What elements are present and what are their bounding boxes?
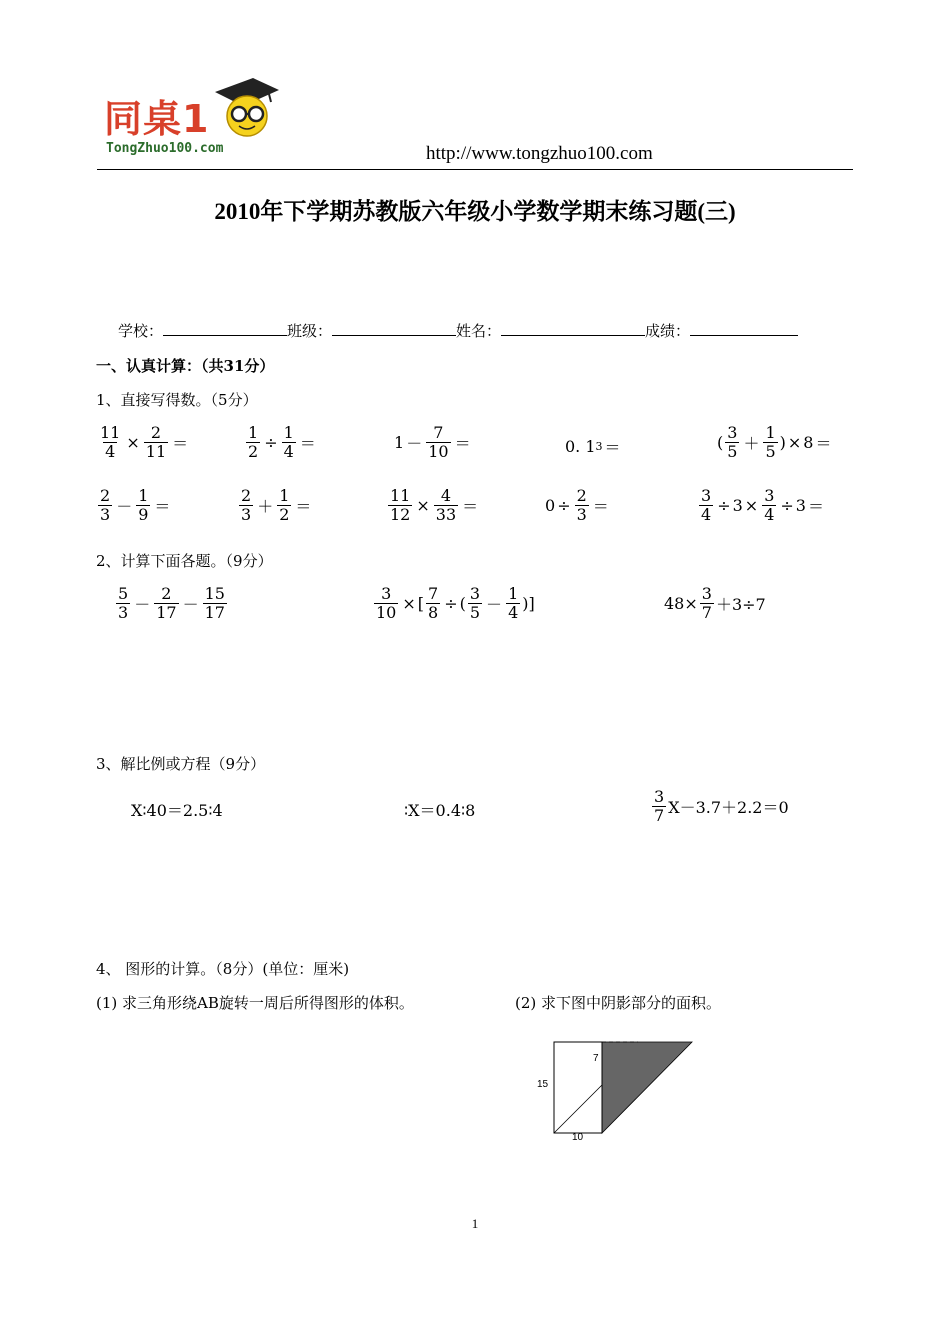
class-label: 班级： <box>287 322 333 340</box>
q1-label: 1、直接写得数。（5分） <box>96 391 258 409</box>
name-field[interactable] <box>501 321 645 336</box>
class-field[interactable] <box>332 321 456 336</box>
diagonal-line <box>554 1085 602 1133</box>
shaded-area-figure <box>520 1030 710 1150</box>
q1-expr-1: $\frac{11}{4}$ × $\frac{2}{11}$ ＝ <box>100 423 189 461</box>
school-field[interactable] <box>163 321 287 336</box>
q2-expr-2: $\frac{3}{10}$ × [ $\frac{7}{8}$ ÷ ( 3 5 － 1 4 ) ] <box>376 584 535 622</box>
logo-mascot-icon <box>205 72 285 142</box>
q4-part1: (1) 求三角形绕AB旋转一周后所得图形的体积。 <box>96 994 414 1012</box>
q1-expr-9: 0 ÷ $\frac{2}{3}$ ＝ <box>545 486 609 524</box>
q3-label: 3、解比例或方程（9分） <box>96 755 266 773</box>
page-number: 1 <box>471 1216 479 1231</box>
q2-label: 2、计算下面各题。（9分） <box>96 552 273 570</box>
school-label: 学校： <box>118 322 164 340</box>
label-7: 7 <box>593 1053 599 1064</box>
q2-expr-1: 5 3 － 2 17 － 15 17 <box>118 584 225 622</box>
section1-heading: 一、认真计算：（共31分） <box>96 357 275 375</box>
q1-expr-7: 2 3 ＋ 1 2 ＝ <box>241 486 312 524</box>
header-url[interactable]: http://www.tongzhuo100.com <box>426 143 653 164</box>
q1-expr-6: 2 3 － 1 9 ＝ <box>100 486 171 524</box>
label-10: 10 <box>572 1132 584 1143</box>
name-label: 姓名： <box>456 322 502 340</box>
logo-english: TongZhuo100.com <box>106 141 224 156</box>
q1-expr-8: $\frac{11}{12}$ × $\frac{4}{33}$ ＝ <box>390 486 479 524</box>
q1-expr-10: $\frac{3}{4}$ ÷ 3 × $\frac{3}{4}$ ÷ 3 ＝ <box>701 486 824 524</box>
q4-part2: (2) 求下图中阴影部分的面积。 <box>515 994 722 1012</box>
q2-expr-3: 48× $\frac{3}{7}$ ＋3÷7 <box>664 584 766 622</box>
q3-expr-3: 3 7 X－3.7＋2.2＝0 <box>654 787 789 825</box>
q1-expr-2: $\frac{1}{2}$ ÷ $\frac{1}{4}$ ＝ <box>248 423 316 461</box>
label-15: 15 <box>537 1079 549 1090</box>
header-rule <box>97 169 853 170</box>
score-field[interactable] <box>690 321 798 336</box>
q3-expr-1: X∶40＝2.5∶4 <box>131 801 223 820</box>
q1-expr-3: 1 － 7 10 ＝ <box>394 423 471 461</box>
info-line <box>118 320 798 341</box>
page-title: 2010年下学期苏教版六年级小学数学期末练习题(三) <box>214 199 736 224</box>
q4-label: 4、 图形的计算。（8分）(单位：厘米) <box>96 960 350 978</box>
q1-expr-5: ( 3 5 ＋ 1 5 ) × 8 ＝ <box>717 423 832 461</box>
q1-expr-4: 0. 1 3 ＝ <box>565 436 621 457</box>
score-label: 成绩： <box>645 322 691 340</box>
q3-expr-2: ∶X＝0.4∶8 <box>404 801 476 820</box>
shaded-region <box>602 1042 692 1133</box>
logo-chinese: 同桌1 <box>104 97 210 141</box>
